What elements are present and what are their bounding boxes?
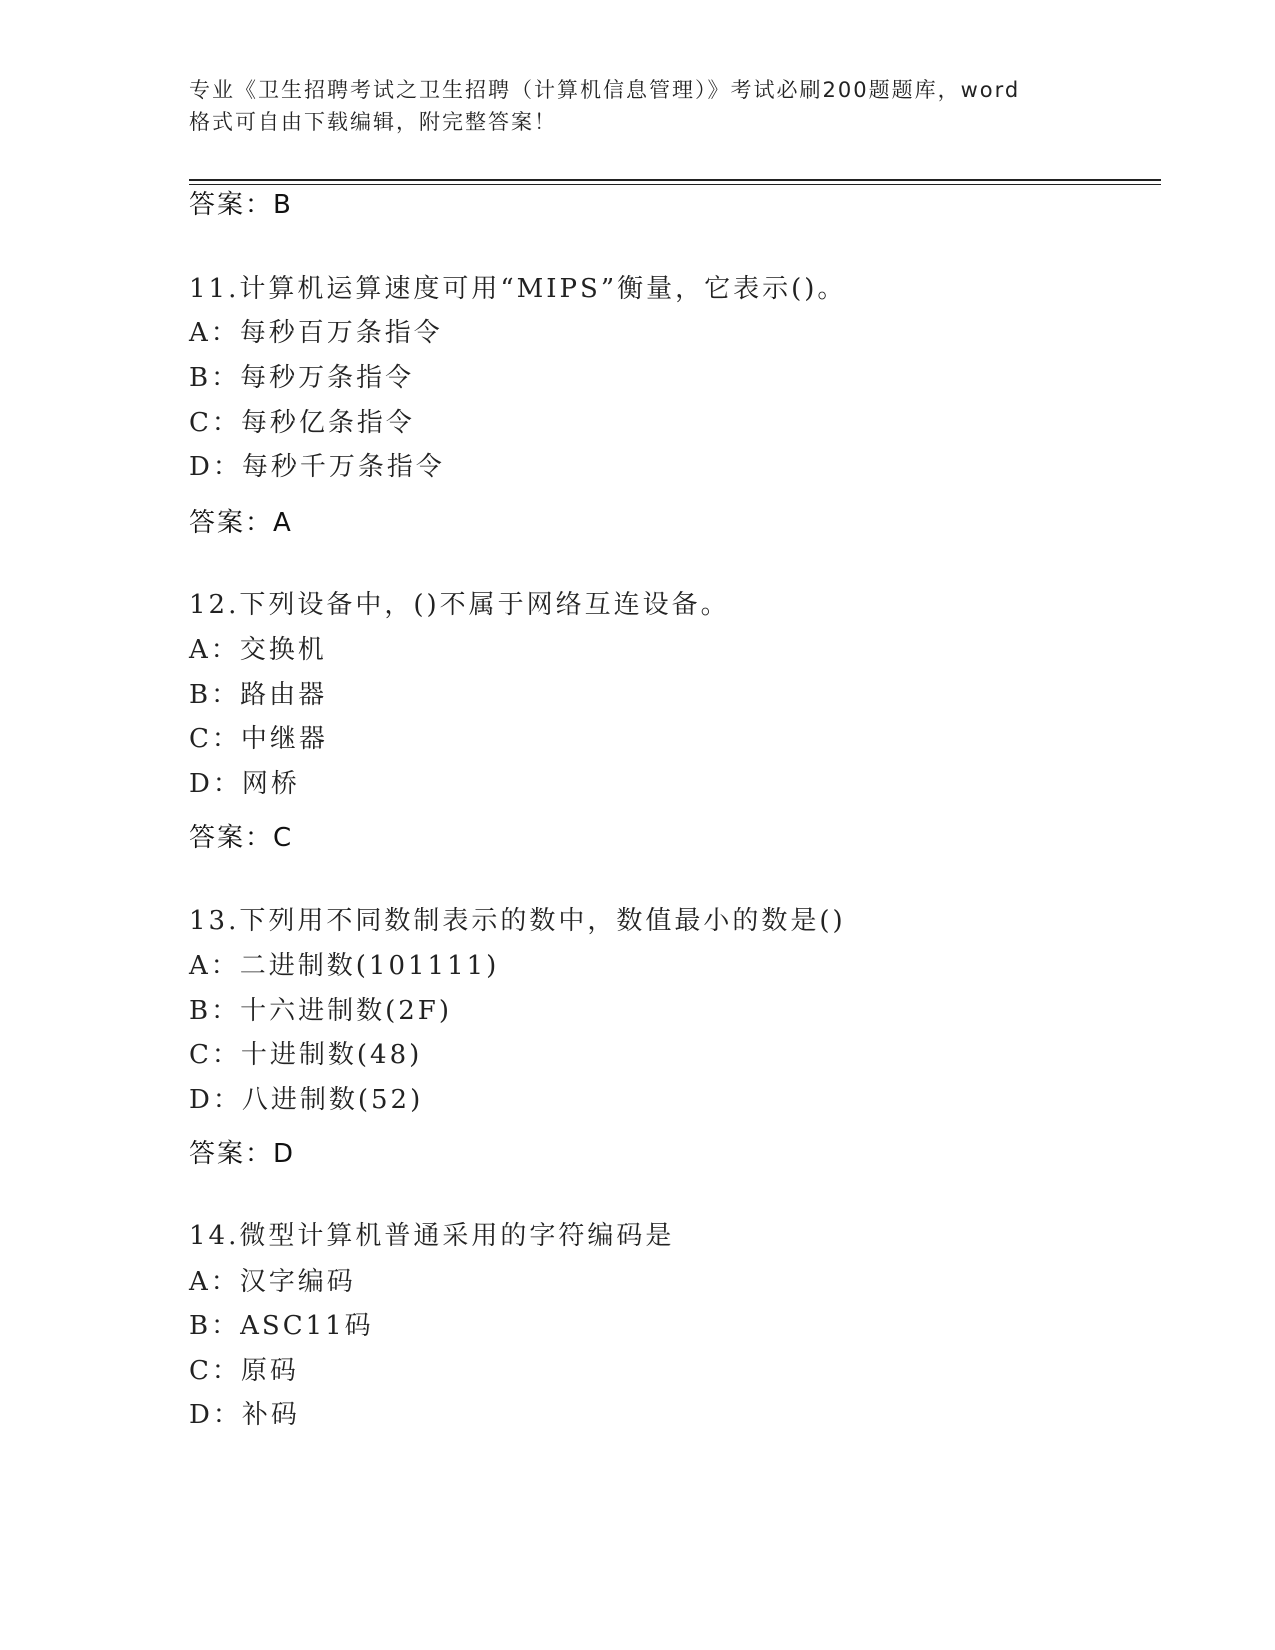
- question-12-answer: 答案：C: [189, 823, 294, 853]
- question-12-title: 12.下列设备中，()不属于网络互连设备。: [189, 590, 730, 620]
- question-13-option-b: B：十六进制数(2F): [189, 996, 452, 1026]
- question-11-answer: 答案：A: [189, 508, 293, 538]
- question-14-option-a: A：汉字编码: [189, 1267, 356, 1297]
- question-11-title: 11.计算机运算速度可用“MIPS”衡量，它表示()。: [189, 274, 847, 304]
- question-13-title: 13.下列用不同数制表示的数中，数值最小的数是(): [189, 906, 846, 936]
- question-13-option-c: C：十进制数(48): [189, 1040, 423, 1070]
- previous-answer: 答案：B: [189, 190, 293, 220]
- question-12-option-d: D：网桥: [189, 769, 300, 799]
- question-12-option-a: A：交换机: [189, 635, 327, 665]
- header-divider-thick: [189, 179, 1161, 181]
- question-14-title: 14.微型计算机普通采用的字符编码是: [189, 1221, 675, 1251]
- question-11-option-b: B：每秒万条指令: [189, 363, 415, 393]
- question-14-option-b: B：ASC11码: [189, 1311, 374, 1341]
- question-11-option-a: A：每秒百万条指令: [189, 318, 443, 348]
- question-12-option-b: B：路由器: [189, 680, 328, 710]
- header-line-2: 格式可自由下载编辑，附完整答案！: [189, 110, 557, 134]
- header-divider-thin: [189, 184, 1161, 185]
- header-line-1: 专业《卫生招聘考试之卫生招聘（计算机信息管理）》考试必刷200题题库，word: [189, 78, 1021, 102]
- question-14-option-c: C：原码: [189, 1356, 299, 1386]
- question-13-option-d: D：八进制数(52): [189, 1085, 424, 1115]
- question-11-option-d: D：每秒千万条指令: [189, 452, 445, 482]
- question-13-option-a: A：二进制数(101111): [189, 951, 500, 981]
- question-11-option-c: C：每秒亿条指令: [189, 408, 415, 438]
- question-12-option-c: C：中继器: [189, 724, 328, 754]
- question-14-option-d: D：补码: [189, 1400, 300, 1430]
- document-header: [189, 74, 1109, 138]
- question-13-answer: 答案：D: [189, 1139, 296, 1169]
